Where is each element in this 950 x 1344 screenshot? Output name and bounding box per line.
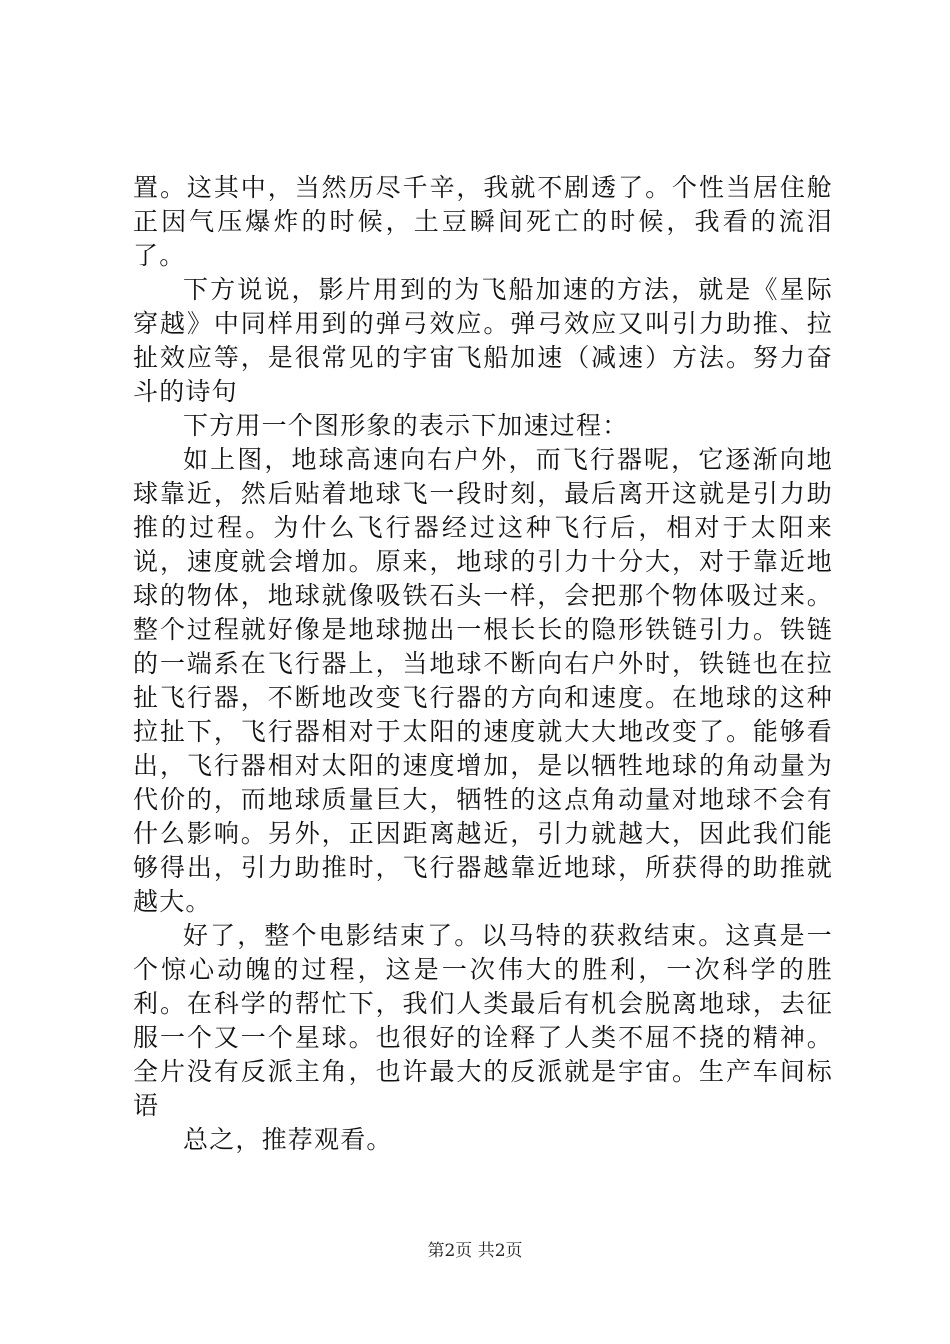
paragraph: 下方用一个图形象的表示下加速过程： bbox=[183, 411, 629, 440]
paragraph: 置。这其中，当然历尽千辛，我就不剧透了。个性当居住舱正因气压爆炸的时候，土豆瞬间死亡的时候，我看的流泪了。 bbox=[133, 173, 833, 270]
paragraph: 总之，推荐观看。 bbox=[183, 1125, 393, 1154]
document-body bbox=[133, 171, 833, 1157]
paragraph: 好了，整个电影结束了。以马特的获救结束。这真是一个惊心动魄的过程，这是一次伟大的胜利，一次科学的胜利。在科学的帮忙下，我们人类最后有机会脱离地球，去征服一个又一个星球。也很好的诠释了人类不屈不挠的精神。全片没有反派主角，也许最大的反派就是宇宙。生产车间标语 bbox=[133, 921, 833, 1120]
page-number-label: 第2页 共2页 bbox=[427, 1241, 523, 1261]
paragraph: 如上图，地球高速向右户外，而飞行器呢，它逐渐向地球靠近，然后贴着地球飞一段时刻，最后离开这就是引力助推的过程。为什么飞行器经过这种飞行后，相对于太阳来说，速度就会增加。原来，地球的引力十分大，对于靠近地球的物体，地球就像吸铁石头一样，会把那个物体吸过来。整个过程就好像是地球抛出一根长长的隐形铁链引力。铁链的一端系在飞行器上，当地球不断向右户外时，铁链也在拉扯飞行器，不断地改变飞行器的方向和速度。在地球的这种拉扯下，飞行器相对于太阳的速度就大大地改变了。能够看出，飞行器相对太阳的速度增加，是以牺牲地球的角动量为代价的，而地球质量巨大，牺牲的这点角动量对地球不会有什么影响。另外，正因距离越近，引力就越大，因此我们能够得出，引力助推时，飞行器越靠近地球，所获得的助推就越大。 bbox=[133, 445, 833, 916]
paragraph: 下方说说，影片用到的为飞船加速的方法，就是《星际穿越》中同样用到的弹弓效应。弹弓效应又叫引力助推、拉扯效应等，是很常见的宇宙飞船加速（减速）方法。努力奋斗的诗句 bbox=[133, 275, 833, 406]
page-footer bbox=[0, 1240, 950, 1262]
